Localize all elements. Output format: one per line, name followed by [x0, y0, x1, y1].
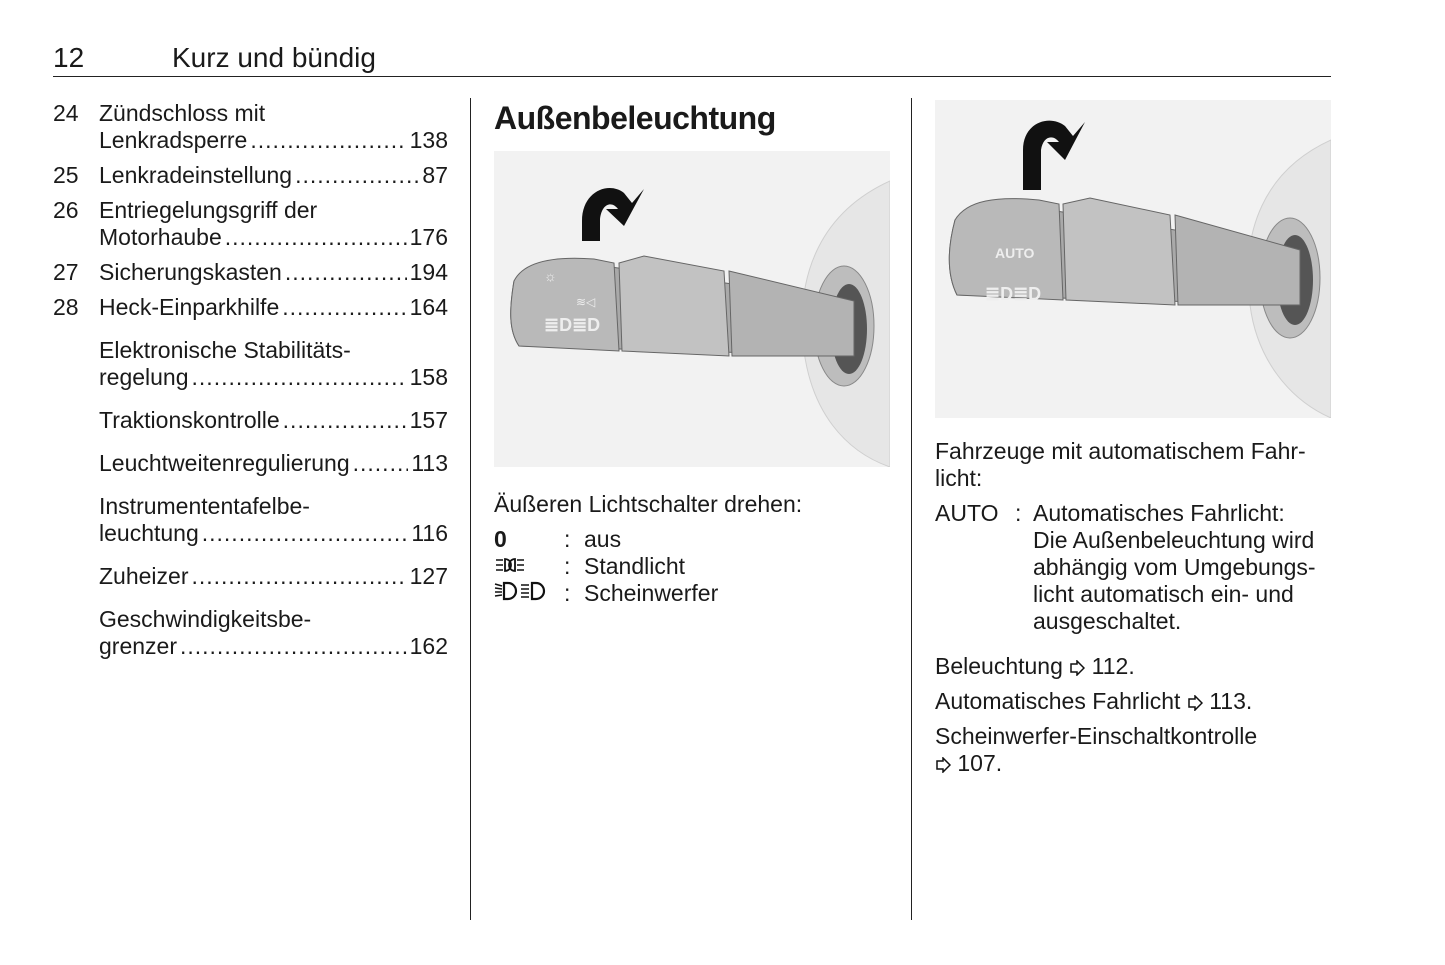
index-entry-line: [99, 450, 448, 477]
reference-arrow-icon: [935, 750, 951, 776]
leader-dots: [283, 407, 407, 434]
index-entry[interactable]: [53, 197, 448, 251]
index-page-number: 176: [409, 224, 448, 250]
column-divider: [911, 98, 912, 920]
index-entry[interactable]: [53, 493, 448, 547]
cross-reference[interactable]: [935, 653, 1331, 680]
index-entry-text: Traktionskontrolle: [99, 407, 280, 433]
index-entry-line: [99, 294, 448, 321]
leader-dots: [225, 224, 407, 251]
leader-dots: [191, 563, 406, 590]
index-page-number: 113: [411, 450, 448, 476]
leader-dots: [250, 127, 406, 154]
index-entry-number: 28: [53, 294, 79, 320]
exterior-lighting-section: [494, 98, 890, 607]
reference-label: Scheinwerfer-Einschaltkontrolle: [935, 723, 1258, 749]
index-entry-line: [99, 563, 448, 590]
index-entry[interactable]: [53, 162, 448, 189]
position-symbol: 0: [494, 526, 507, 552]
index-entry[interactable]: [53, 563, 448, 590]
leader-dots: [192, 364, 407, 391]
switch-positions-list: [494, 526, 890, 607]
colon: :: [564, 553, 571, 579]
index-page-number: 127: [409, 563, 448, 589]
index-entry-text: Leuchtweitenregulierung: [99, 450, 350, 476]
index-entry-text: Sicherungskasten: [99, 259, 282, 285]
svg-text:≋◁: ≋◁: [576, 295, 596, 309]
index-entry-line: [99, 407, 448, 434]
index-entry-number: 25: [53, 162, 79, 188]
index-entry-text: Motorhaube: [99, 224, 222, 250]
index-entry-number: 27: [53, 259, 79, 285]
index-entry-line: [99, 162, 448, 189]
index-entry-line: [99, 520, 448, 547]
index-page-number: 138: [409, 127, 448, 153]
svg-text:≣D≣D: ≣D≣D: [544, 315, 601, 335]
leader-dots: [285, 259, 407, 286]
svg-text:☼: ☼: [544, 268, 557, 284]
index-entry-text: Lenkradsperre: [99, 127, 248, 153]
index-entry-text: Geschwindigkeitsbe-: [99, 606, 312, 632]
index-entry-text: leuchtung: [99, 520, 199, 546]
index-entry-text: Zündschloss mit: [99, 100, 266, 126]
index-entry-line: [99, 633, 448, 660]
switch-position: [494, 526, 890, 553]
auto-description-line: Die Außenbeleuchtung wird: [1033, 527, 1315, 553]
reference-page: 107.: [957, 750, 1003, 776]
index-entry-text: Lenkradeinstellung: [99, 162, 293, 188]
auto-intro-line: Fahrzeuge mit automatischem Fahr-: [935, 438, 1306, 464]
index-entry-line: [99, 259, 448, 286]
auto-description-line: licht automatisch ein- und: [1033, 581, 1294, 607]
reference-label: Beleuchtung: [935, 653, 1063, 679]
index-page-number: 158: [409, 364, 448, 390]
index-entry-line: [99, 127, 448, 154]
index-entry[interactable]: [53, 259, 448, 286]
position-label: Standlicht: [584, 553, 686, 579]
index-entry-text: Zuheizer: [99, 563, 189, 589]
cross-references: [935, 653, 1331, 777]
position-label: Scheinwerfer: [584, 580, 719, 606]
index-entry-line: [99, 364, 448, 391]
colon: :: [564, 526, 571, 552]
colon: :: [1015, 500, 1022, 526]
reference-arrow-icon: [1069, 653, 1085, 679]
index-entry[interactable]: [53, 407, 448, 434]
svg-text:≣D≣D: ≣D≣D: [985, 284, 1042, 304]
switch-position: [494, 553, 890, 580]
leader-dots: [353, 450, 409, 477]
automatic-lighting-section: [935, 98, 1331, 777]
index-entry-text: Entriegelungsgriff der: [99, 197, 318, 223]
section-heading: Außenbeleuchtung: [494, 100, 776, 136]
index-entry[interactable]: [53, 294, 448, 321]
index-entry-text: Instrumententafelbe-: [99, 493, 310, 519]
leader-dots: [282, 294, 406, 321]
index-entry[interactable]: [53, 450, 448, 477]
auto-description-line: abhängig vom Umgebungs-: [1033, 554, 1316, 580]
auto-description-line: ausgeschaltet.: [1033, 608, 1182, 634]
index-page-number: 164: [409, 294, 448, 320]
reference-page: 113.: [1209, 688, 1253, 714]
light-switch-illustration: [494, 151, 890, 467]
switch-instruction: Äußeren Lichtschalter drehen:: [494, 491, 803, 517]
index-entry[interactable]: [53, 606, 448, 660]
index-entry-text: Elektronische Stabilitäts-: [99, 337, 351, 363]
index-page-number: 87: [422, 162, 448, 188]
index-entry-text: Heck-Einparkhilfe: [99, 294, 280, 320]
auto-intro-line: licht:: [935, 465, 983, 491]
reference-page: 112.: [1091, 653, 1135, 679]
cross-reference[interactable]: [935, 688, 1331, 715]
index-entry-number: 24: [53, 100, 79, 126]
light-switch-stalk-icon: [935, 100, 1331, 418]
auto-key: AUTO: [935, 500, 999, 526]
switch-position: [494, 580, 890, 607]
index-entry[interactable]: [53, 100, 448, 154]
leader-dots: [180, 633, 407, 660]
index-entry-number: 26: [53, 197, 79, 223]
light-off-icon: [494, 526, 564, 553]
index-entry[interactable]: [53, 337, 448, 391]
index-page-number: 162: [409, 633, 448, 659]
index-entry-text: regelung: [99, 364, 189, 390]
index-page-number: 116: [411, 520, 448, 546]
auto-description-line: Automatisches Fahrlicht:: [1033, 500, 1285, 526]
headlight-icon: [494, 580, 564, 607]
index-list: [53, 98, 448, 660]
reference-label: Automatisches Fahrlicht: [935, 688, 1181, 714]
index-entry-line: [99, 224, 448, 251]
column-divider: [470, 98, 471, 920]
reference-arrow-icon: [1187, 688, 1203, 714]
index-entry-text: grenzer: [99, 633, 177, 659]
auto-intro: [935, 438, 1331, 492]
auto-description: [1033, 500, 1331, 635]
index-page-number: 157: [409, 407, 448, 433]
colon: :: [564, 580, 571, 606]
auto-switch-illustration: [935, 100, 1331, 418]
parking-light-icon: [494, 553, 564, 580]
light-switch-stalk-icon: [494, 151, 890, 467]
cross-reference[interactable]: [935, 723, 1331, 777]
position-label: aus: [584, 526, 622, 552]
page-header: [53, 40, 1331, 77]
leader-dots: [295, 162, 419, 189]
page-number: 12: [53, 42, 85, 73]
leader-dots: [202, 520, 409, 547]
index-page-number: 194: [409, 259, 448, 285]
auto-definition: [935, 500, 1331, 635]
section-title: Kurz und bündig: [172, 42, 376, 73]
auto-label: AUTO: [995, 245, 1035, 261]
